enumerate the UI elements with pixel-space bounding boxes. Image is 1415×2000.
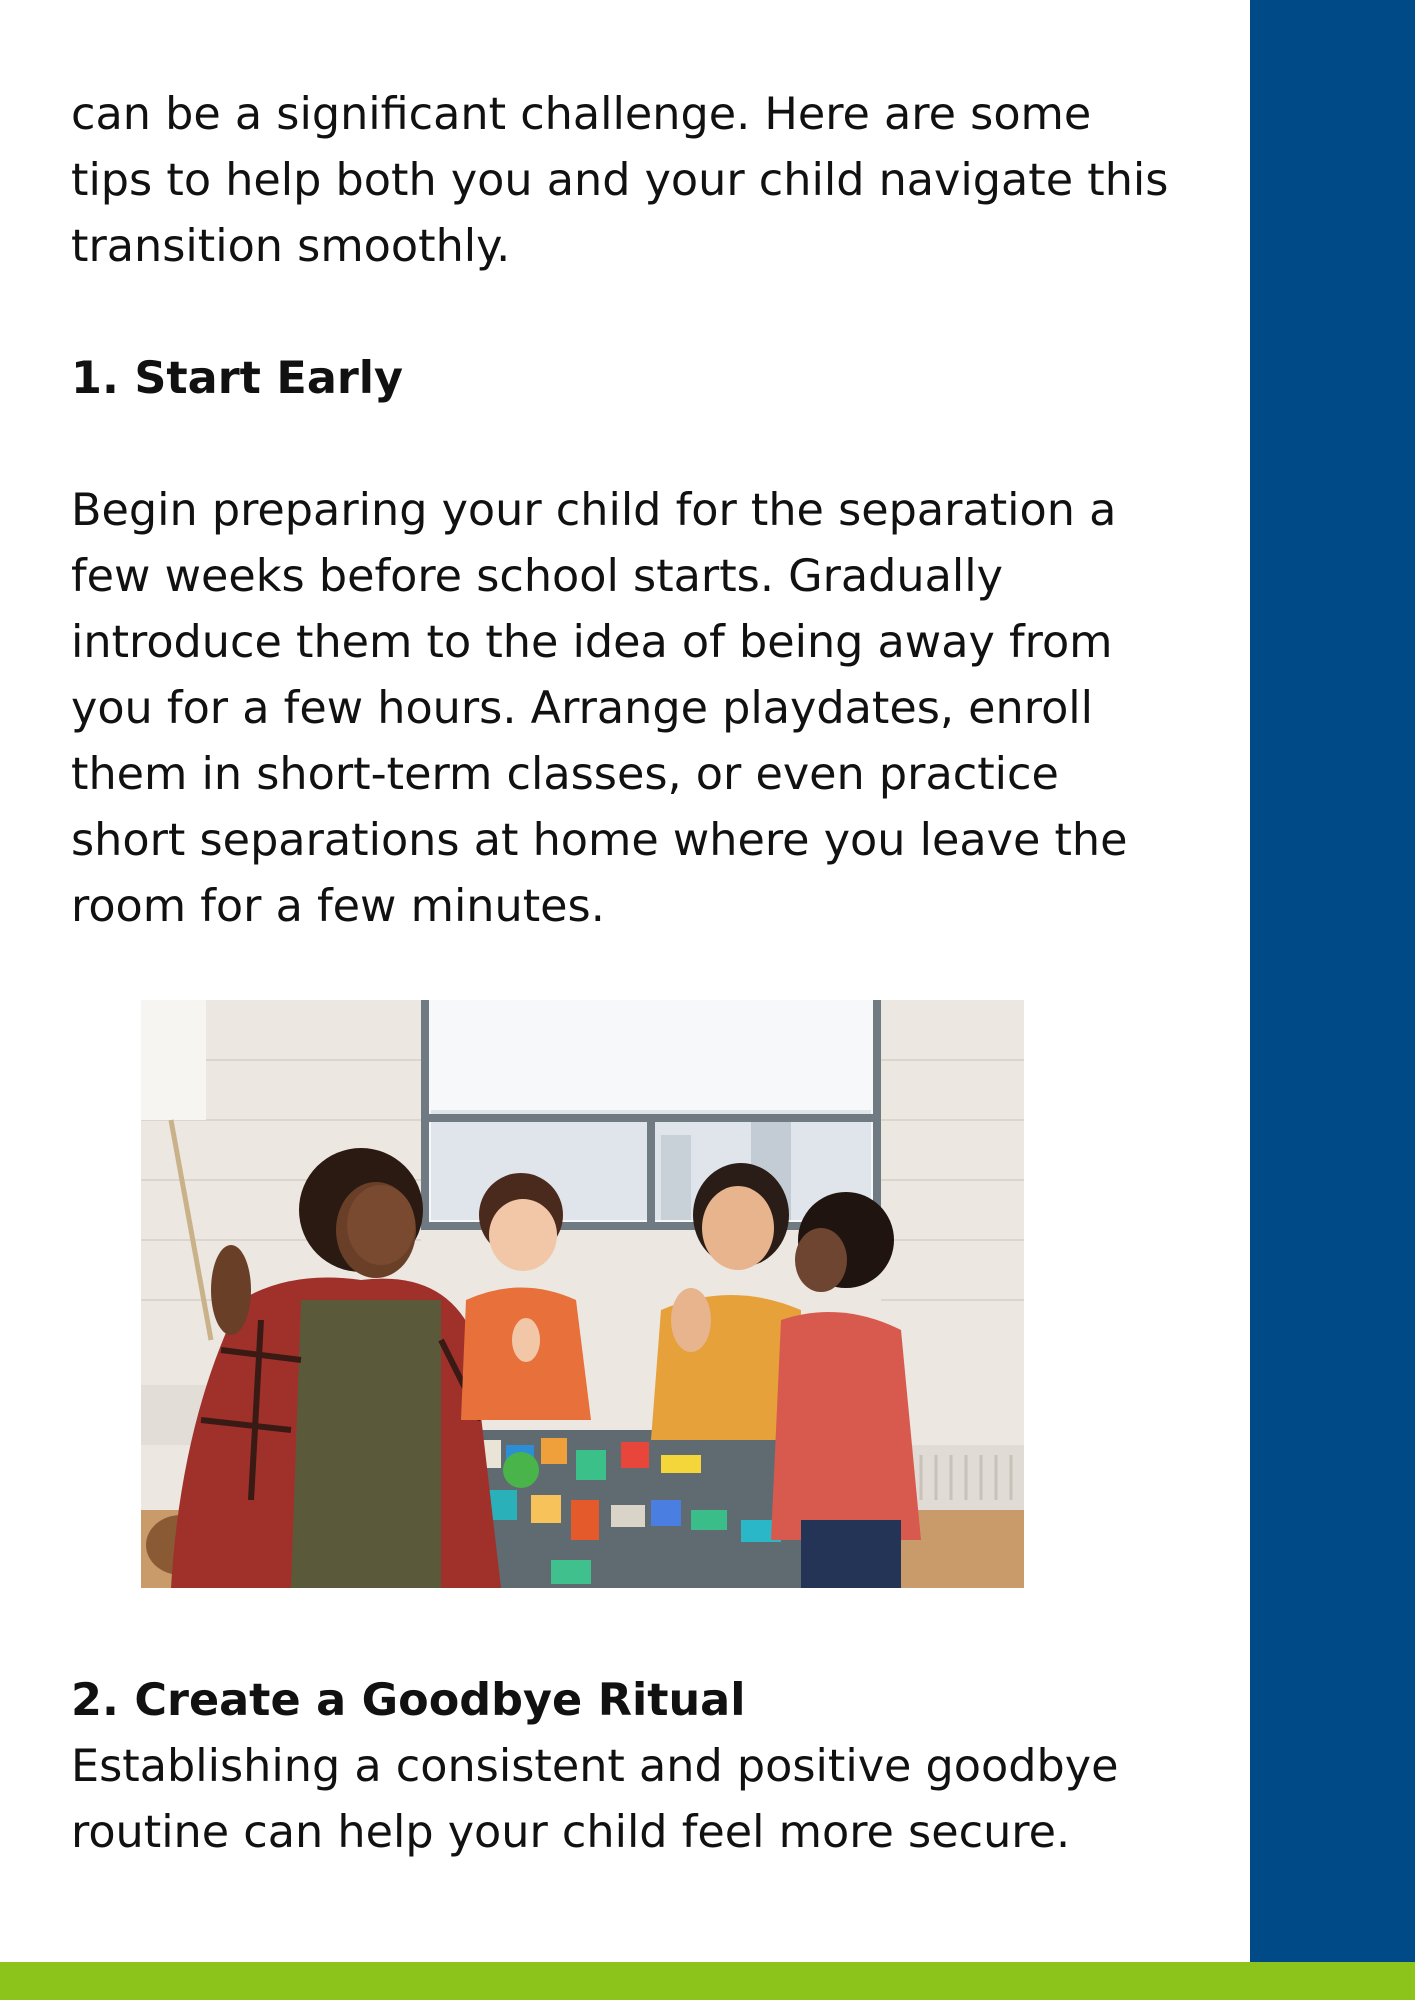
section-body-start-early: Begin preparing your child for the separation a few weeks before school starts. Gradually introduce them to the idea of being away from you for a few hours. Arrange playdates, enroll them in short-term classes, or even practice short separations at home where you leave the room for a few minutes. — [71, 485, 1128, 932]
section-heading-start-early: 1. Start Early — [71, 353, 404, 404]
side-accent-bar — [1250, 0, 1415, 1962]
photo-children-playing — [141, 1000, 1024, 1588]
section-body-goodbye-ritual: Establishing a consistent and positive goodbye routine can help your child feel more secure. — [71, 1741, 1119, 1858]
bottom-accent-bar — [0, 1962, 1415, 2000]
section-heading-goodbye-ritual: 2. Create a Goodbye Ritual — [71, 1675, 746, 1726]
section-goodbye-ritual — [71, 1668, 1181, 1866]
intro-paragraph: can be a significant challenge. Here are some tips to help both you and your child navigate this transition smoothly. — [71, 89, 1169, 272]
article-content — [71, 82, 1181, 940]
